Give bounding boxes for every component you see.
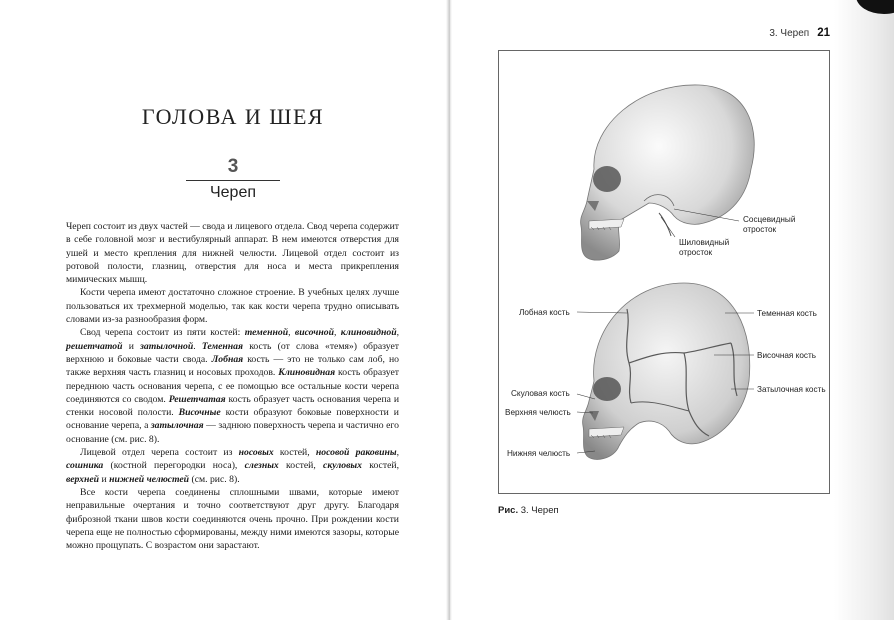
label-zygomatic: Скуловая кость — [511, 389, 570, 398]
skull-lateral-view — [581, 85, 755, 260]
text-run: Кости черепа имеют достаточно сложное строение. В учебных целях лучше пользоваться их трехмерной моделью, так как кости черепа трудно описывать словами из-за разнообразия форм. — [66, 287, 399, 326]
text-run: . — [193, 340, 202, 352]
figure-caption — [498, 505, 559, 516]
bone-term: Теменная — [201, 340, 244, 352]
book-gutter — [446, 0, 452, 620]
bone-term: затылочная — [150, 420, 204, 432]
text-run: (костной перегородки носа), — [103, 460, 245, 472]
chapter-divider — [186, 180, 280, 181]
label-styloid-1: Шиловидный — [679, 238, 730, 247]
bone-term: Решетчатая — [168, 393, 226, 405]
bone-term: затылочной — [140, 340, 194, 352]
bone-term: височной — [294, 327, 334, 339]
body-paragraph — [66, 220, 399, 286]
bone-term: решетчатой — [66, 340, 123, 352]
text-run: кость образует переднюю часть основания черепа, с ее помощью все остальные кости черепа соединяются со сводом. — [66, 367, 399, 405]
bone-term: Клиновидная — [278, 367, 336, 379]
text-run: — заднюю поверхность черепа и частично его основание (см. рис. 8). — [66, 420, 399, 445]
label-mastoid-1: Сосцевидный — [743, 215, 796, 224]
text-run: костей, — [273, 447, 316, 459]
bone-term: теменной — [244, 327, 289, 339]
text-run: и — [122, 340, 141, 352]
label-styloid-2: отросток — [679, 248, 713, 257]
bone-term: нижней челюстей — [109, 473, 190, 485]
text-run: костей, — [362, 460, 399, 472]
text-run: Все кости черепа соединены сплошными швами, которые имеют неправильные очертания и точно соответствуют друг другу. Благодаря фиброзной ткани швов кости соединяются очень прочно. При рождении кости черепа еще не полностью сформированы, между ними имеются зазоры, которые можно прощупать. С возрастом они зарастают. — [66, 486, 399, 552]
label-occipital: Затылочная кость — [757, 385, 826, 394]
body-paragraph — [66, 326, 399, 446]
text-run: костей, — [278, 460, 324, 472]
bone-term: носовых — [238, 447, 274, 459]
skull-figure — [499, 51, 831, 495]
text-run: кость — это не только сам лоб, но также верхняя часть глазниц и носовых проходов. — [66, 353, 399, 379]
chapter-number: 3 — [227, 156, 239, 177]
bone-term: носовой раковины — [315, 447, 397, 459]
figure-caption-text: 3. Череп — [518, 505, 559, 516]
page-edge-shadow — [834, 0, 894, 620]
text-run: , — [288, 327, 295, 339]
bone-term: клиновидной — [340, 327, 397, 339]
skull-bones-view — [583, 283, 750, 459]
label-maxilla: Верхняя челюсть — [505, 408, 571, 417]
label-frontal: Лобная кость — [519, 308, 570, 317]
label-mandible: Нижняя челюсть — [507, 449, 571, 458]
body-paragraph — [66, 486, 399, 552]
running-head — [769, 27, 830, 39]
text-run: кость (от слова «темя») образует верхнюю и боковые части свода. — [66, 340, 399, 365]
page-number: 21 — [817, 27, 830, 39]
label-temporal: Височная кость — [757, 351, 816, 360]
body-paragraph — [66, 286, 399, 326]
text-run: Свод черепа состоит из пяти костей: — [80, 327, 245, 339]
body-text — [66, 220, 399, 552]
bone-term: Лобная — [211, 353, 244, 365]
text-run: Лицевой отдел черепа состоит из — [80, 447, 239, 459]
running-head-title: 3. Череп — [769, 28, 810, 39]
text-run: и — [99, 473, 110, 485]
bone-term: верхней — [66, 473, 100, 485]
label-parietal: Теменная кость — [757, 309, 817, 318]
text-run: , — [396, 447, 399, 459]
text-run: , — [333, 327, 341, 339]
text-run: кости образуют боковые поверхности и основание черепа, а — [66, 407, 399, 432]
bone-term: Височные — [178, 407, 221, 419]
label-mastoid-2: отросток — [743, 225, 777, 234]
text-run: , — [396, 327, 400, 339]
bone-term: слезных — [244, 460, 279, 472]
text-run: кость образует часть основания черепа и стенки носовой полости. — [66, 393, 399, 419]
chapter-title: Череп — [209, 184, 257, 201]
figure-caption-prefix: Рис. — [498, 505, 519, 516]
text-run: (см. рис. 8). — [189, 473, 240, 485]
text-run: Череп состоит из двух частей — свода и лицевого отдела. Свод черепа содержит в себе головной мозг и вестибулярный аппарат. В нем имеются отверстия для ушей и место крепления для нижней челюсти. Лицевой отдел состоит из ротовой полости, глазниц, отверстия для носа и места прикрепления мимических мышц. — [66, 221, 399, 286]
figure-frame — [498, 50, 830, 494]
bone-term: скуловых — [323, 460, 362, 472]
part-title: ГОЛОВА И ШЕЯ — [141, 104, 325, 129]
body-paragraph — [66, 446, 399, 486]
bone-term: сошника — [66, 460, 104, 472]
left-page — [0, 0, 446, 620]
